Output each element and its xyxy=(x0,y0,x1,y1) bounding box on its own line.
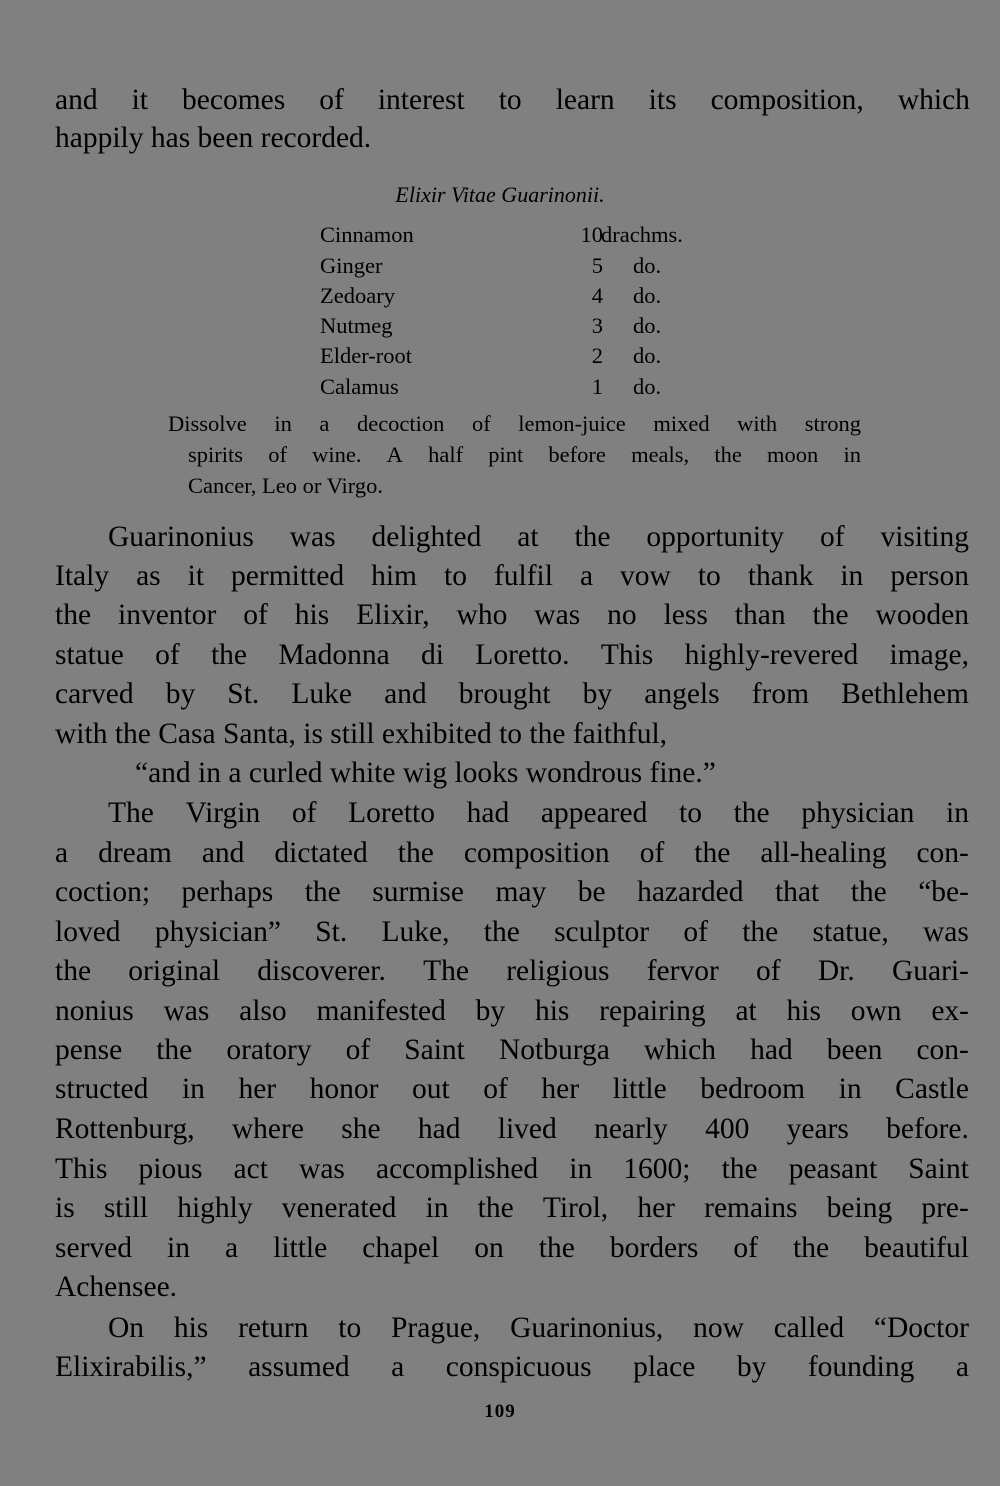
recipe-unit: do. xyxy=(633,313,662,338)
word: a xyxy=(579,560,594,592)
word: physician” xyxy=(154,916,281,948)
word: chapel xyxy=(362,1232,440,1264)
word: was xyxy=(289,521,336,553)
word: of xyxy=(243,599,268,631)
recipe-row xyxy=(320,220,740,250)
word: the xyxy=(733,797,770,829)
word: vow xyxy=(620,560,671,592)
word: was xyxy=(534,599,581,631)
word: with xyxy=(737,411,778,436)
word: Loretto xyxy=(348,797,435,829)
quotation: “and in a curled white wig looks wondrous fine.” xyxy=(135,757,716,789)
word: had xyxy=(750,1034,793,1066)
intro-line-1 xyxy=(55,82,970,118)
word: founding xyxy=(807,1351,915,1383)
paragraph-1-line-4 xyxy=(55,637,969,673)
word: who xyxy=(456,599,508,631)
word: his xyxy=(173,1312,209,1344)
word: Rottenburg, xyxy=(55,1113,195,1145)
word: of xyxy=(639,837,665,869)
word: original xyxy=(128,955,221,987)
recipe-amount: 4 xyxy=(591,283,603,308)
word: “Doctor xyxy=(873,1312,969,1344)
word: at xyxy=(735,995,757,1027)
word: to xyxy=(338,1312,362,1344)
word: called xyxy=(773,1312,845,1344)
word: physician xyxy=(801,797,915,829)
word: Luke, xyxy=(381,916,450,948)
word: Bethlehem xyxy=(841,678,969,710)
word: of xyxy=(483,1073,508,1105)
word: learn xyxy=(555,84,615,116)
recipe-unit: do. xyxy=(633,343,662,368)
word: Elixirabilis,” xyxy=(55,1351,207,1383)
word: Guarinonius, xyxy=(510,1312,664,1344)
word: venerated xyxy=(281,1192,397,1224)
word: visiting xyxy=(880,521,969,553)
word: brought xyxy=(458,678,551,710)
word: decoction xyxy=(356,411,445,436)
word: to xyxy=(697,560,721,592)
word: Virgin xyxy=(185,797,261,829)
recipe-row xyxy=(320,341,740,371)
word: dictated xyxy=(274,837,368,869)
word: her xyxy=(637,1192,675,1224)
recipe-row xyxy=(320,251,740,281)
word: is xyxy=(55,1192,75,1224)
word: wine. xyxy=(312,442,362,467)
word: nonius xyxy=(55,995,134,1027)
word: had xyxy=(417,1113,461,1145)
word: in xyxy=(840,560,864,592)
word: opportunity xyxy=(646,521,785,553)
word: Italy xyxy=(55,560,110,592)
word: served xyxy=(55,1232,132,1264)
paragraph-2-line-5 xyxy=(55,953,969,989)
word: the xyxy=(812,599,849,631)
word: by xyxy=(736,1351,767,1383)
word: statue, xyxy=(812,916,889,948)
recipe-amount: 1 xyxy=(591,374,603,399)
paragraph-2-line-9 xyxy=(55,1111,969,1147)
word: composition, xyxy=(710,84,864,116)
word: strong xyxy=(804,411,861,436)
word: of xyxy=(291,797,317,829)
recipe-title: Elixir Vitae Guarinonii. xyxy=(395,182,605,207)
word: honor xyxy=(309,1073,379,1105)
word: Saint xyxy=(404,1034,465,1066)
word: lived xyxy=(497,1113,557,1145)
word: Dr. xyxy=(817,955,855,987)
recipe-ingredient: Elder-root xyxy=(320,343,413,368)
word: out xyxy=(412,1073,450,1105)
recipe-row xyxy=(320,311,740,341)
word: surmise xyxy=(372,876,465,908)
word: also xyxy=(239,995,287,1027)
word: hazarded xyxy=(637,876,744,908)
word: the xyxy=(721,1153,758,1185)
word: accomplished xyxy=(375,1153,539,1185)
word: the xyxy=(483,916,520,948)
paragraph-3-line-1 xyxy=(108,1310,969,1346)
paragraph-1-line-2 xyxy=(55,558,969,594)
word: was xyxy=(163,995,210,1027)
word: pense xyxy=(55,1034,123,1066)
word: of xyxy=(268,442,287,467)
recipe-amount: 5 xyxy=(591,253,603,278)
word: a xyxy=(225,1232,239,1264)
recipe-ingredient: Calamus xyxy=(320,374,399,399)
word: its xyxy=(648,84,677,116)
word: Madonna xyxy=(278,639,390,671)
recipe-ingredient: Zedoary xyxy=(320,283,395,308)
word: conspicuous xyxy=(445,1351,592,1383)
word: oratory xyxy=(226,1034,312,1066)
word: religious xyxy=(506,955,610,987)
recipe-amount: 10 xyxy=(580,222,603,247)
recipe-unit: do. xyxy=(633,283,662,308)
word: of xyxy=(319,84,344,116)
word: and xyxy=(201,837,245,869)
word: spirits xyxy=(188,442,244,467)
word: person xyxy=(890,560,969,592)
word: of xyxy=(819,521,845,553)
word: it xyxy=(131,84,149,116)
page-number: 109 xyxy=(484,1401,516,1422)
word: the xyxy=(477,1192,514,1224)
word: meals, xyxy=(631,442,690,467)
word: his xyxy=(294,599,330,631)
word: 400 xyxy=(705,1113,750,1145)
word: be xyxy=(577,876,606,908)
word: she xyxy=(341,1113,381,1145)
word: it xyxy=(187,560,205,592)
word: St. xyxy=(227,678,260,710)
paragraph-2-line-8 xyxy=(55,1071,969,1107)
recipe-unit: do. xyxy=(633,253,662,278)
word: his xyxy=(786,995,821,1027)
word: in xyxy=(425,1192,449,1224)
word: con- xyxy=(916,1034,969,1066)
word: Guari- xyxy=(891,955,969,987)
word: little xyxy=(612,1073,667,1105)
word: her xyxy=(541,1073,580,1105)
word: by xyxy=(475,995,506,1027)
word: now xyxy=(693,1312,744,1344)
word: half xyxy=(428,442,464,467)
word: the xyxy=(694,837,731,869)
word: before xyxy=(548,442,606,467)
paragraph-2-line-10 xyxy=(55,1151,969,1187)
word: the xyxy=(55,955,92,987)
word: was xyxy=(922,916,969,948)
word: a xyxy=(391,1351,405,1383)
word: was xyxy=(299,1153,345,1185)
paragraph-2-line-3 xyxy=(55,874,969,910)
word: Elixir, xyxy=(356,599,430,631)
word: where xyxy=(231,1113,304,1145)
word: This xyxy=(600,639,654,671)
word: highly-revered xyxy=(684,639,859,671)
word: sculptor xyxy=(554,916,650,948)
word: The xyxy=(423,955,469,987)
word: from xyxy=(751,678,810,710)
recipe-note-line-3: Cancer, Leo or Virgo. xyxy=(188,473,383,498)
recipe-amount: 3 xyxy=(591,313,603,338)
word: and xyxy=(384,678,427,710)
word: appeared xyxy=(540,797,648,829)
word: assumed xyxy=(248,1351,350,1383)
word: coction; xyxy=(55,876,151,908)
word: own xyxy=(850,995,902,1027)
word: that xyxy=(774,876,820,908)
word: all-healing xyxy=(760,837,887,869)
word: of xyxy=(345,1034,371,1066)
word: the xyxy=(304,876,341,908)
word: wooden xyxy=(875,599,969,631)
word: St. xyxy=(315,916,348,948)
word: less xyxy=(663,599,708,631)
word: pint xyxy=(488,442,524,467)
paragraph-3-line-2 xyxy=(55,1349,969,1385)
word: of xyxy=(733,1232,758,1264)
recipe-unit: do. xyxy=(633,374,662,399)
word: to xyxy=(679,797,702,829)
word: by xyxy=(165,678,196,710)
word: of xyxy=(155,639,180,671)
word: dream xyxy=(98,837,172,869)
intro-line-2: happily has been recorded. xyxy=(55,122,372,154)
word: a xyxy=(955,1351,969,1383)
word: Loretto. xyxy=(475,639,570,671)
word: of xyxy=(756,955,781,987)
word: bedroom xyxy=(700,1073,806,1105)
word: perhaps xyxy=(181,876,274,908)
word: beautiful xyxy=(864,1232,969,1264)
word: the xyxy=(210,639,248,671)
word: to xyxy=(444,560,467,592)
paragraph-2-line-11 xyxy=(55,1190,969,1226)
word: composition xyxy=(463,837,610,869)
paragraph-2-line-13: Achensee. xyxy=(55,1271,178,1303)
word: of xyxy=(683,916,708,948)
word: the xyxy=(538,1232,575,1264)
recipe-note-line-1 xyxy=(168,409,861,439)
recipe-unit: drachms. xyxy=(601,222,683,247)
word: before. xyxy=(886,1113,969,1145)
word: in xyxy=(946,797,969,829)
word: Luke xyxy=(291,678,352,710)
word: Notburga xyxy=(498,1034,610,1066)
word: pre- xyxy=(921,1192,969,1224)
word: on xyxy=(474,1232,504,1264)
recipe-amount: 2 xyxy=(591,343,603,368)
recipe-ingredient: Nutmeg xyxy=(320,313,393,338)
word: the xyxy=(55,599,92,631)
word: interest xyxy=(377,84,465,116)
word: the xyxy=(793,1232,830,1264)
word: a xyxy=(55,837,69,869)
paragraph-1-line-1 xyxy=(108,519,969,555)
word: the xyxy=(156,1034,193,1066)
word: con- xyxy=(916,837,969,869)
word: peasant xyxy=(788,1153,878,1185)
word: in xyxy=(843,442,861,467)
word: return xyxy=(238,1312,309,1344)
word: a xyxy=(319,411,330,436)
word: at xyxy=(517,521,539,553)
word: being xyxy=(826,1192,893,1224)
word: may xyxy=(495,876,547,908)
word: fervor xyxy=(646,955,719,987)
word: Tirol, xyxy=(542,1192,609,1224)
word: lemon-juice xyxy=(518,411,626,436)
word: by xyxy=(582,678,613,710)
recipe-row xyxy=(320,372,740,402)
word: the xyxy=(397,837,434,869)
word: place xyxy=(633,1351,696,1383)
word: Guarinonius xyxy=(108,521,254,553)
word: structed xyxy=(55,1073,149,1105)
paragraph-2-line-12 xyxy=(55,1230,969,1266)
word: in xyxy=(569,1153,593,1185)
paragraph-2-line-7 xyxy=(55,1032,969,1068)
recipe-row xyxy=(320,281,740,311)
word: “be- xyxy=(918,876,969,908)
word: carved xyxy=(55,678,134,710)
word: in xyxy=(838,1073,862,1105)
word: as xyxy=(136,560,161,592)
word: the xyxy=(742,916,779,948)
word: The xyxy=(108,797,154,829)
word: of xyxy=(471,411,491,436)
word: highly xyxy=(177,1192,253,1224)
word: had xyxy=(466,797,510,829)
word: no xyxy=(607,599,637,631)
paragraph-2-line-2 xyxy=(55,835,969,871)
word: Dissolve xyxy=(168,411,247,436)
word: inventor xyxy=(118,599,217,631)
paragraph-2-line-4 xyxy=(55,914,969,950)
word: in xyxy=(274,411,292,436)
word: her xyxy=(238,1073,277,1105)
word: act xyxy=(233,1153,268,1185)
word: repairing xyxy=(599,995,706,1027)
recipe-note-line-2 xyxy=(188,440,861,470)
word: than xyxy=(734,599,786,631)
word: This xyxy=(55,1153,108,1185)
word: discoverer. xyxy=(257,955,386,987)
word: loved xyxy=(55,916,121,948)
word: fulfil xyxy=(493,560,553,592)
paragraph-1-line-6: with the Casa Santa, is still exhibited to the faithful, xyxy=(55,718,668,750)
word: in xyxy=(167,1232,190,1264)
word: 1600; xyxy=(623,1153,691,1185)
word: him xyxy=(371,560,417,592)
word: statue xyxy=(55,639,124,671)
word: and xyxy=(55,84,98,116)
word: becomes xyxy=(182,84,286,116)
word: Castle xyxy=(895,1073,969,1105)
recipe-ingredient: Ginger xyxy=(320,253,383,278)
word: the xyxy=(850,876,887,908)
word: di xyxy=(421,639,444,671)
word: moon xyxy=(767,442,819,467)
word: permitted xyxy=(231,560,345,592)
word: thank xyxy=(747,560,814,592)
word: years xyxy=(786,1113,849,1145)
paragraph-1-line-5 xyxy=(55,676,969,712)
word: pious xyxy=(138,1153,203,1185)
word: in xyxy=(181,1073,205,1105)
word: borders xyxy=(609,1232,699,1264)
word: image, xyxy=(889,639,969,671)
word: A xyxy=(386,442,403,467)
word: the xyxy=(574,521,611,553)
word: still xyxy=(103,1192,149,1224)
paragraph-1-line-3 xyxy=(55,597,969,633)
paragraph-2-line-1 xyxy=(108,795,969,831)
word: which xyxy=(897,84,970,116)
word: ex- xyxy=(931,995,969,1027)
word: remains xyxy=(704,1192,798,1224)
word: nearly xyxy=(594,1113,668,1145)
word: little xyxy=(273,1232,328,1264)
word: his xyxy=(534,995,570,1027)
word: Prague, xyxy=(391,1312,481,1344)
word: been xyxy=(826,1034,883,1066)
word: Saint xyxy=(908,1153,969,1185)
word: On xyxy=(108,1312,145,1344)
word: angels xyxy=(644,678,720,710)
word: manifested xyxy=(316,995,446,1027)
word: mixed xyxy=(653,411,710,436)
word: which xyxy=(643,1034,716,1066)
word: delighted xyxy=(371,521,482,553)
recipe-ingredient: Cinnamon xyxy=(320,222,414,247)
word: the xyxy=(714,442,742,467)
word: to xyxy=(498,84,522,116)
paragraph-2-line-6 xyxy=(55,993,969,1029)
